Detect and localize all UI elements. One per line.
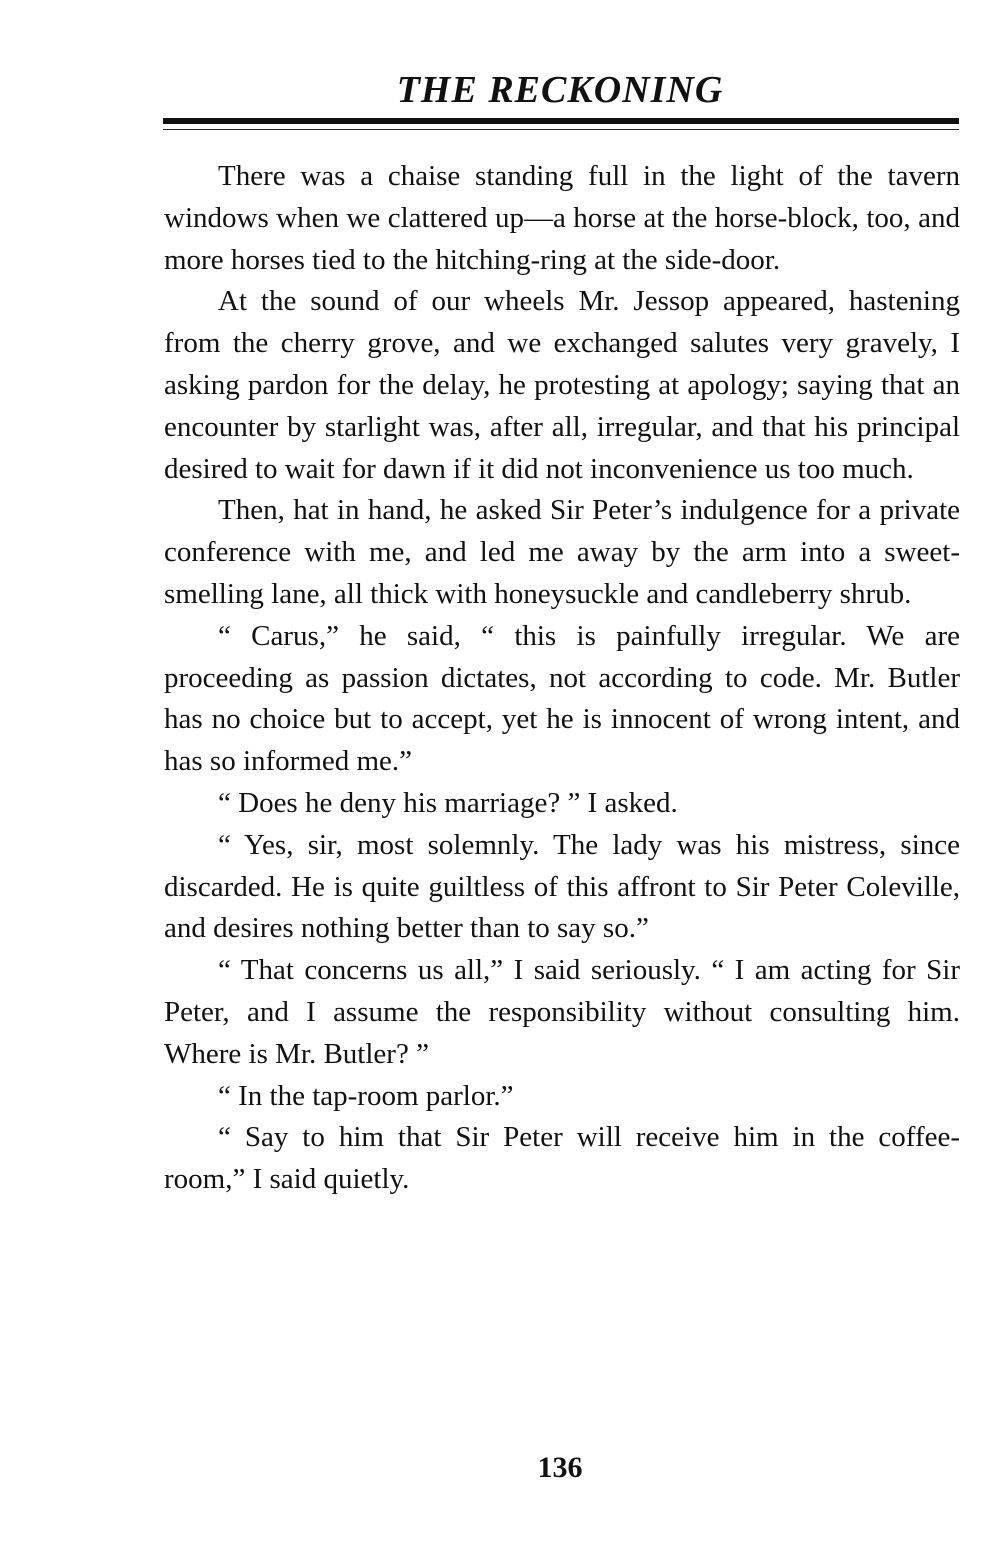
paragraph: “ That concerns us all,” I said seriously. “ I am acting for Sir Peter, and I assume the responsibility without consulting him. Where is Mr. Butler? ” (164, 954, 960, 1070)
page-number: 136 (537, 1451, 583, 1484)
running-head: THE RECKONING (396, 69, 724, 111)
paragraph: There was a chaise standing full in the light of the tavern windows when we clattered up—a horse at the horse-block, too, and more horses tied to the hitching-ring at the side-door. (164, 160, 960, 276)
paragraph: Then, hat in hand, he asked Sir Peter’s indulgence for a private conference with me, and led me away by the arm into a sweet-smelling lane, all thick with honeysuckle and candleberry shrub. (164, 494, 960, 610)
paragraph: At the sound of our wheels Mr. Jessop appeared, hastening from the cherry grove, and we exchanged salutes very gravely, I asking pardon for the delay, he protesting at apology; saying that an encounter by starlight was, after all, irregular, and that his principal desired to wait for dawn if it did not inconvenience us too much. (164, 285, 960, 485)
paragraph: “ Say to him that Sir Peter will receive him in the coffee-room,” I said quietly. (164, 1121, 960, 1196)
header-rule-thick (163, 118, 959, 124)
header-rule-thin (163, 129, 959, 130)
paragraph: “ Yes, sir, most solemnly. The lady was his mistress, since discarded. He is quite guiltless of this affront to Sir Peter Coleville, and desires nothing better than to say so.” (164, 828, 960, 945)
paragraph: “ Does he deny his marriage? ” I asked. (218, 786, 678, 819)
paragraph: “ Carus,” he said, “ this is painfully irregular. We are proceeding as passion dictates, not according to code. Mr. Butler has no choice but to accept, yet he is innocent of wrong intent, and has so informed me.” (164, 619, 960, 778)
body-text (164, 156, 960, 1201)
paragraph: “ In the tap-room parlor.” (218, 1079, 514, 1112)
